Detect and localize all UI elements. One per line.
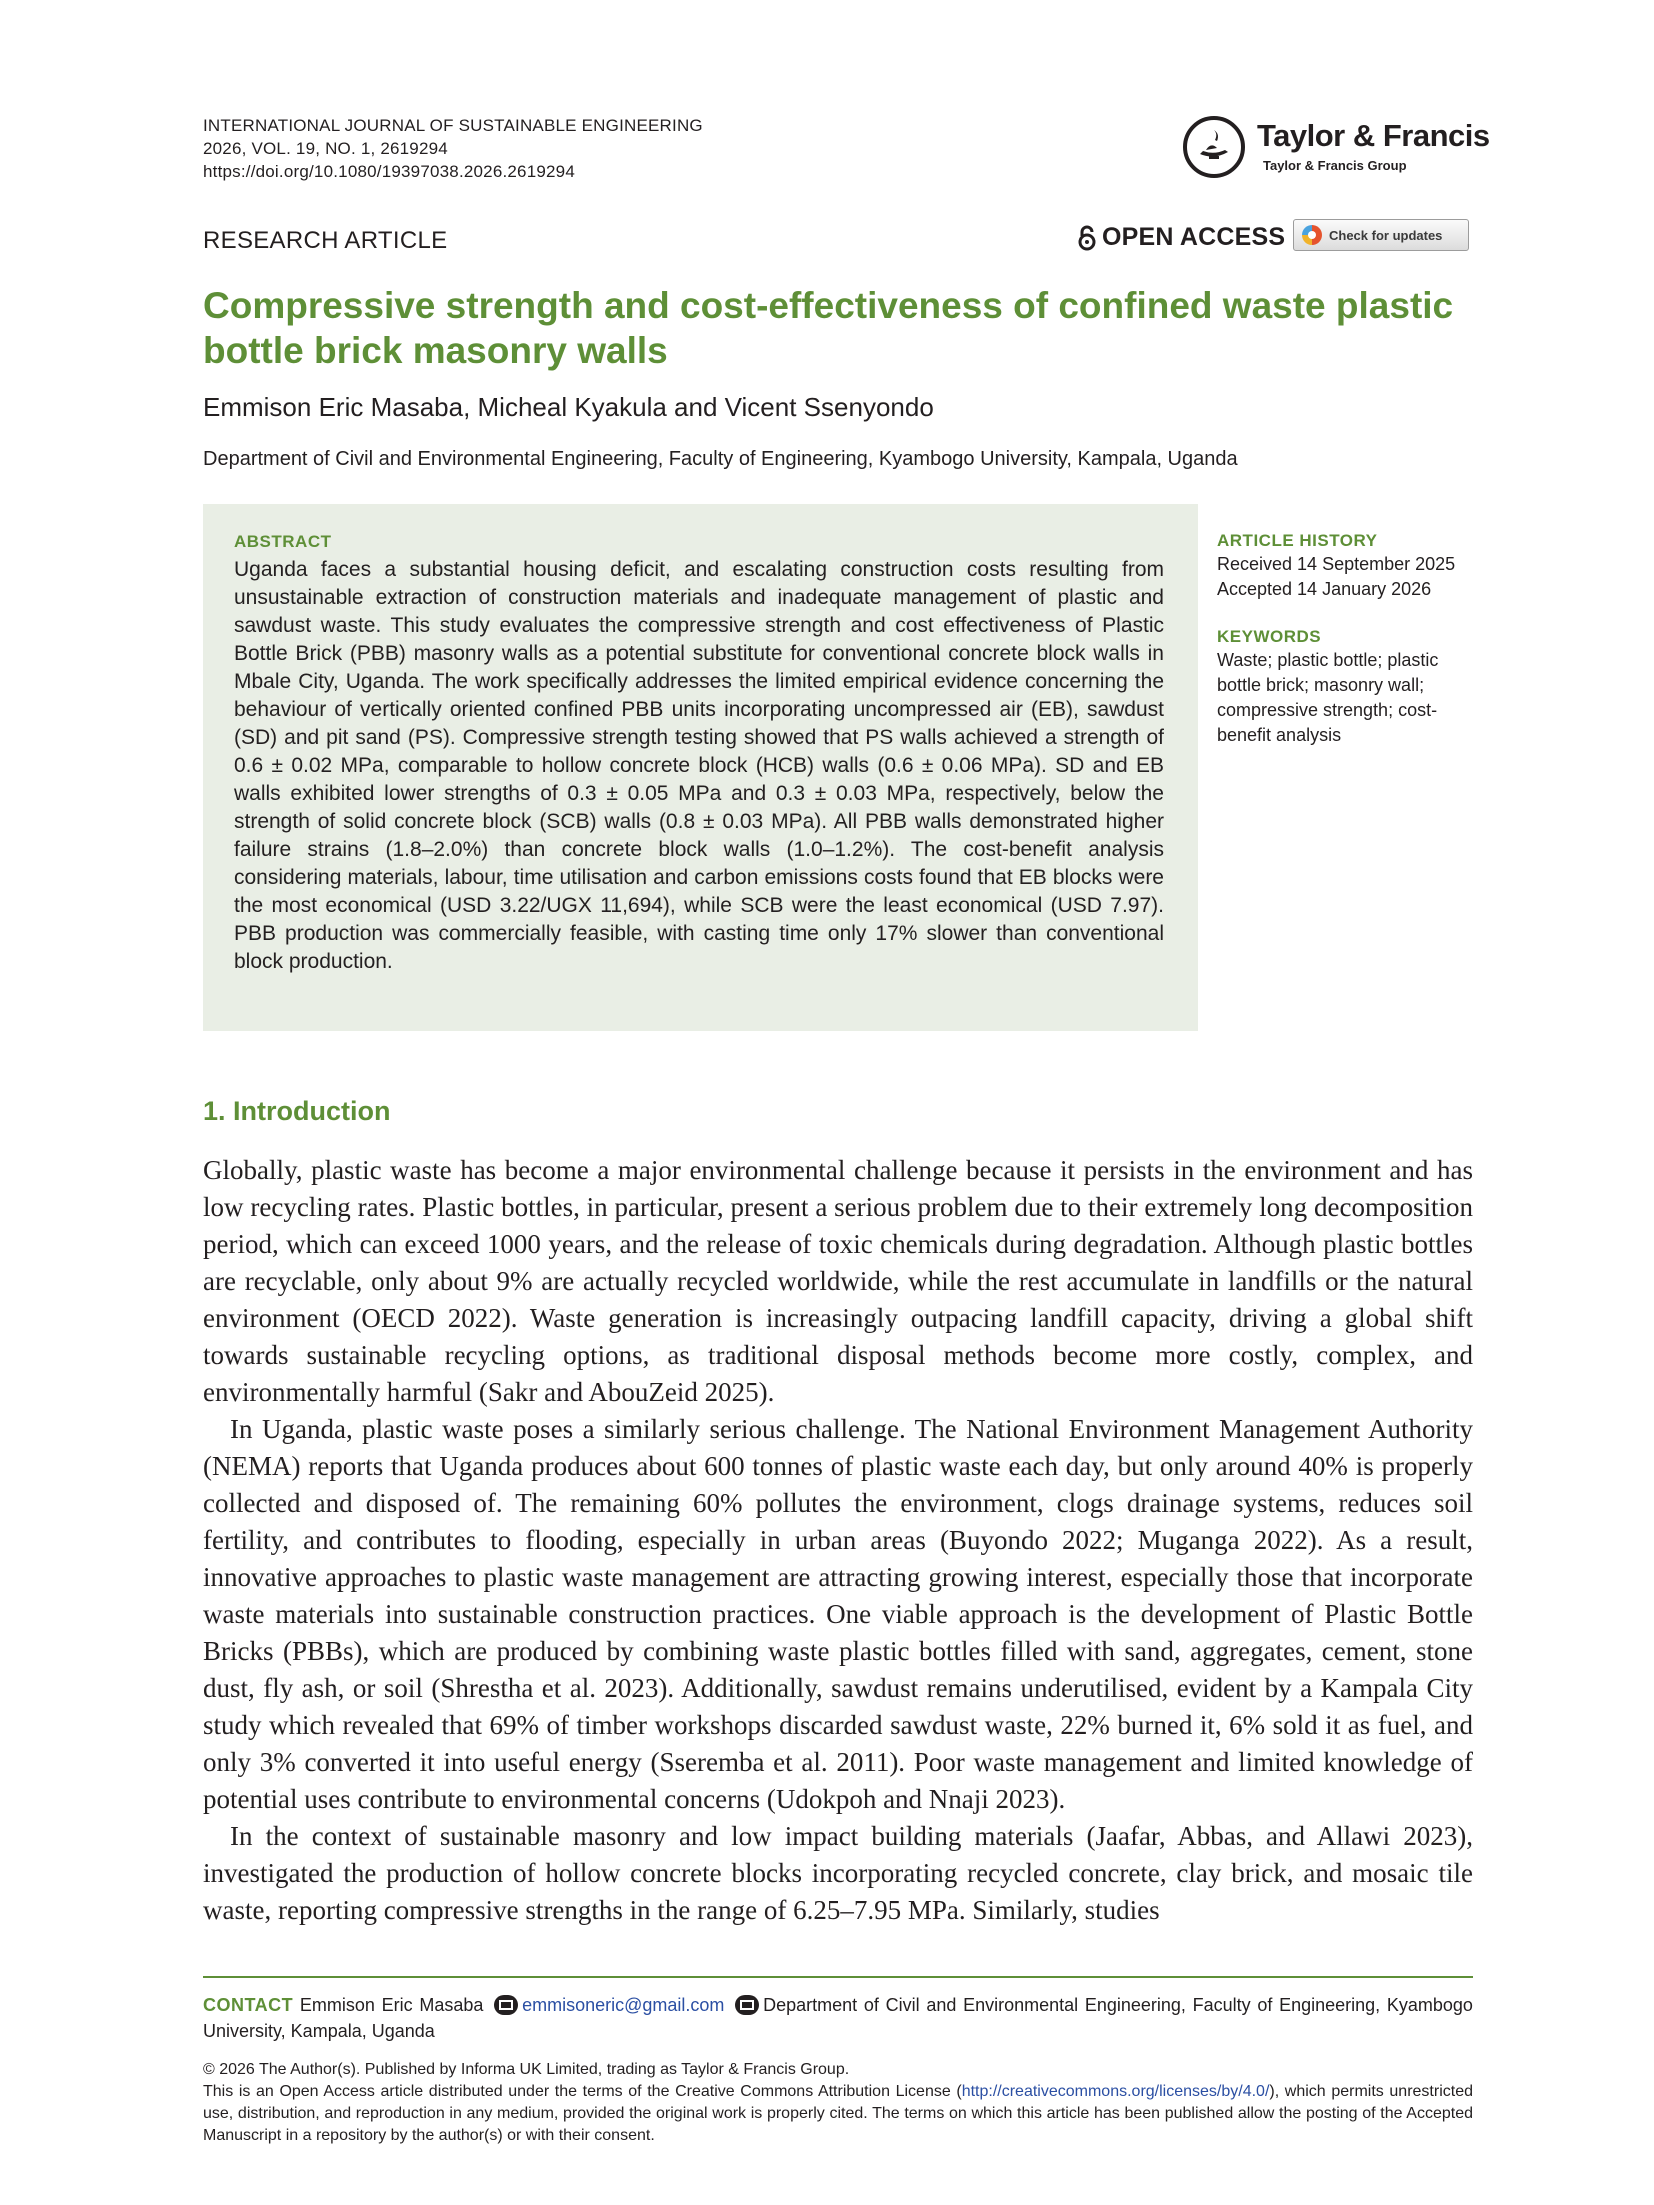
- contact-label: CONTACT: [203, 1995, 294, 2015]
- crossmark-icon: [1302, 225, 1322, 245]
- journal-header: [203, 114, 703, 183]
- introduction-body: [203, 1152, 1473, 1929]
- intro-paragraph-3: In the context of sustainable masonry and low impact building materials (Jaafar, Abbas, and Allawi 2023), investigated the production of hollow concrete blocks incorporating recycled concrete, clay brick, and mosaic tile waste, reporting compressive strengths in the range of 6.25–7.95 MPa. Similarly, studies: [203, 1821, 1473, 1925]
- intro-paragraph-2: In Uganda, plastic waste poses a similarly serious challenge. The National Environment Management Authority (NEMA) reports that Uganda produces about 600 tonnes of plastic waste each day, but only around 40% is properly collected and disposed of. The remaining 60% pollutes the environment, clogs drainage systems, reduces soil fertility, and contributes to flooding, especially in urban areas (Buyondo 2022; Muganga 2022). As a result, innovative approaches to plastic waste management are attracting growing interest, especially those that incorporate waste materials into sustainable construction practices. One viable approach is the development of Plastic Bottle Bricks (PBBs), which are produced by combining waste plastic bottles filled with sand, aggregates, cement, stone dust, fly ash, or soil (Shrestha et al. 2023). Additionally, sawdust remains underutilised, evident by a Kampala City study which revealed that 69% of timber workshops discarded sawdust waste, 22% burned it, 6% sold it as fuel, and only 3% converted it into useful energy (Sseremba et al. 2011). Poor waste management and limited knowledge of potential uses contribute to environmental concerns (Udokpoh and Nnaji 2023).: [203, 1414, 1473, 1814]
- article-type: RESEARCH ARTICLE: [203, 227, 448, 254]
- contact-address: Department of Civil and Environmental Engineering, Faculty of Engineering, Kyambogo University, Kampala, Uganda: [203, 1995, 1473, 2041]
- section-heading-introduction: 1. Introduction: [203, 1096, 391, 1126]
- open-access-badge: [1078, 223, 1285, 252]
- abstract-label: ABSTRACT: [234, 532, 332, 551]
- article-title: Compressive strength and cost-effectiveness of confined waste plastic bottle brick masonry walls: [203, 285, 1454, 371]
- article-history-label: ARTICLE HISTORY: [1217, 531, 1378, 550]
- intro-paragraph-1: Globally, plastic waste has become a major environmental challenge because it persists in the environment and has low recycling rates. Plastic bottles, in particular, present a serious problem due to their extremely long decomposition period, which can exceed 1000 years, and the release of toxic chemicals during degradation. Although plastic bottles are recyclable, only about 9% are actually recycled worldwide, while the rest accumulate in landfills or the natural environment (OECD 2022). Waste generation is increasingly outpacing landfill capacity, driving a global shift towards sustainable recycling options, as traditional disposal methods become more costly, complex, and environmentally harmful (Sakr and AbouZeid 2025).: [203, 1155, 1473, 1407]
- contact-name: Emmison Eric Masaba: [299, 1995, 484, 2015]
- publisher-group: Taylor & Francis Group: [1263, 158, 1407, 173]
- license-text-after: ), which permits unrestricted use, distribution, and reproduction in any medium, provided the original work is properly cited. The terms on which this article has been published allow the posting of the Accepted Manuscript in a repository by the author(s) or with their consent.: [203, 2083, 1473, 2144]
- abstract-text: Uganda faces a substantial housing deficit, and escalating construction costs resulting from unsustainable extraction of construction materials and inadequate management of plastic and sawdust waste. This study evaluates the compressive strength and cost effectiveness of Plastic Bottle Brick (PBB) masonry walls as a potential substitute for conventional concrete block walls in Mbale City, Uganda. The work specifically addresses the limited empirical evidence concerning the behaviour of vertically oriented confined PBB units incorporating uncompressed air (EB), sawdust (SD) and pit sand (PS). Compressive strength testing showed that PS walls achieved a strength of 0.6 ± 0.02 MPa, comparable to hollow concrete block (HCB) walls (0.6 ± 0.06 MPa). SD and EB walls exhibited lower strengths of 0.3 ± 0.05 MPa and 0.3 ± 0.03 MPa, respectively, below the strength of solid concrete block (SCB) walls (0.8 ± 0.03 MPa). All PBB walls demonstrated higher failure strains (1.8–2.0%) than concrete block walls (1.0–1.2%). The cost-benefit analysis considering materials, labour, time utilisation and carbon emissions costs found that EB blocks were the most economical (USD 3.22/UGX 11,694), while SCB were the least economical (USD 7.97). PBB production was commercially feasible, with casting time only 17% slower than conventional block production.: [234, 558, 1164, 973]
- keywords-block: [1217, 626, 1482, 748]
- authors: Emmison Eric Masaba, Micheal Kyakula and Vicent Ssenyondo: [203, 392, 934, 422]
- received-date: Received 14 September 2025: [1217, 554, 1456, 574]
- footer-divider: [203, 1976, 1473, 1978]
- journal-doi[interactable]: https://doi.org/10.1080/19397038.2026.2619294: [203, 162, 575, 181]
- check-for-updates-label: Check for updates: [1329, 227, 1443, 243]
- license-link[interactable]: http://creativecommons.org/licenses/by/4.0/: [961, 2083, 1270, 2100]
- license-text-before: This is an Open Access article distributed under the terms of the Creative Commons Attribution License (: [203, 2083, 962, 2100]
- accepted-date: Accepted 14 January 2026: [1217, 579, 1432, 599]
- publisher-lamp-icon: [1183, 116, 1245, 178]
- contact-block: [203, 1992, 1473, 2044]
- publisher-name: Taylor & Francis: [1257, 118, 1490, 153]
- journal-name: INTERNATIONAL JOURNAL OF SUSTAINABLE ENGINEERING: [203, 116, 703, 135]
- contact-email[interactable]: emmisoneric@gmail.com: [522, 1995, 725, 2015]
- affiliation: Department of Civil and Environmental Engineering, Faculty of Engineering, Kyambogo University, Kampala, Uganda: [203, 448, 1238, 470]
- keywords-label: KEYWORDS: [1217, 627, 1322, 646]
- license-notice: [203, 2081, 1473, 2147]
- publisher-logo[interactable]: [1183, 116, 1490, 186]
- journal-volume: 2026, VOL. 19, NO. 1, 2619294: [203, 139, 448, 158]
- copyright-notice: © 2026 The Author(s). Published by Informa UK Limited, trading as Taylor & Francis Group.: [203, 2061, 850, 2078]
- open-access-label: OPEN ACCESS: [1102, 223, 1286, 251]
- keywords-text: Waste; plastic bottle; plastic bottle brick; masonry wall; compressive strength; cost-benefit analysis: [1217, 650, 1439, 745]
- address-icon: [735, 1995, 759, 2015]
- open-lock-icon: [1078, 225, 1096, 251]
- check-for-updates-button[interactable]: [1293, 219, 1469, 251]
- abstract-box: [203, 504, 1198, 1031]
- email-icon: [494, 1995, 518, 2015]
- article-history: [1217, 530, 1482, 602]
